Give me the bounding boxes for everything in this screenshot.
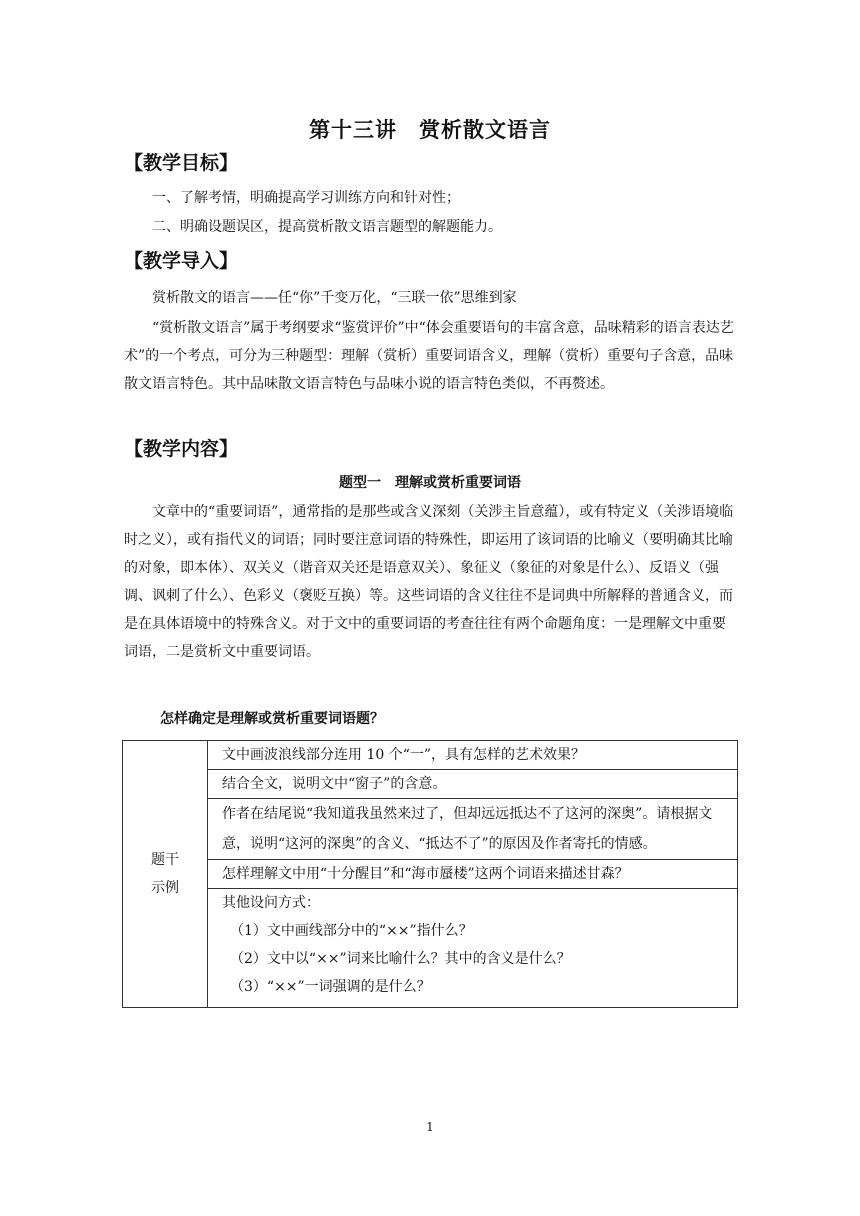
row-2-text: 结合全文，说明文中“窗子”的含意。 [222, 776, 447, 792]
table-label-cell [123, 741, 208, 1008]
row-5-item-2: （2）文中以“××”词来比喻什么？其中的含义是什么？ [230, 951, 571, 967]
row-5-item-1: （1）文中画线部分中的“××”指什么？ [230, 923, 473, 939]
question-heading: 怎样确定是理解或赏析重要词语题？ [160, 711, 384, 727]
page-title: 第十三讲 赏析散文语言 [309, 117, 551, 142]
table-row-2 [208, 770, 738, 799]
table-row-3 [208, 799, 738, 860]
question-type-heading: 题型一 理解或赏析重要词语 [339, 475, 521, 491]
row-1-text: 文中画波浪线部分连用 10 个“一”，具有怎样的艺术效果？ [222, 747, 586, 763]
label-line-1: 题干 [151, 852, 179, 868]
row-5-title: 其他设问方式： [222, 895, 320, 911]
content-paragraph: 文章中的“重要词语”，通常指的是那些或含义深刻（关涉主旨意蕴），或有特定义（关涉语境临时之义），或有指代义的词语；同时要注意词语的特殊性，即运用了该词语的比喻义（要明确其比喻的对象，即本体）、双关义（谐音双关还是语意双关）、象征义（象征的对象是什么）、反语义（强调、讽刺了什么）、色彩义（褒贬互换）等。这些词语的含义往往不是词典中所解释的普通含义，而是在具体语境中的特殊含义。对于文中的重要词语的考查往往有两个命题角度：一是理解文中重要词语，二是赏析文中重要词语。 [124, 504, 734, 660]
example-table [122, 740, 738, 1008]
goal-item-2: 二、明确设题误区，提高赏析散文语言题型的解题能力。 [152, 219, 502, 235]
label-line-2: 示例 [151, 880, 179, 896]
row-5-item-3: （3）“××”一词强调的是什么？ [230, 979, 431, 995]
table-row-5 [208, 889, 738, 1008]
content-heading: 【教学内容】 [124, 438, 239, 460]
intro-heading: 【教学导入】 [124, 250, 239, 272]
table-row-1 [208, 741, 738, 770]
goals-heading: 【教学目标】 [124, 152, 239, 174]
goal-item-1: 一、了解考情，明确提高学习训练方向和针对性； [152, 190, 460, 206]
page-number: 1 [426, 1120, 434, 1134]
row-3-text: 作者在结尾说“我知道我虽然来过了，但却远远抵达不了这河的深奥”。请根据文意，说明“这河的深奥”的含义、“抵达不了”的原因及作者寄托的情感。 [222, 806, 713, 852]
table-row-4 [208, 860, 738, 889]
row-4-text: 怎样理解文中用“十分醒目”和“海市蜃楼”这两个词语来描述甘森？ [222, 866, 629, 882]
intro-paragraph-1: 赏析散文的语言——任“你”千变万化，“三联一依”思维到家 [152, 290, 517, 306]
intro-paragraph-2: “赏析散文语言”属于考纲要求“鉴赏评价”中“体会重要语句的丰富含意，品味精彩的语言表达艺术”的一个考点，可分为三种题型：理解（赏析）重要词语含义，理解（赏析）重要句子含意，品味散文语言特色。其中品味散文语言特色与品味小说的语言特色类似，不再赘述。 [124, 320, 734, 392]
